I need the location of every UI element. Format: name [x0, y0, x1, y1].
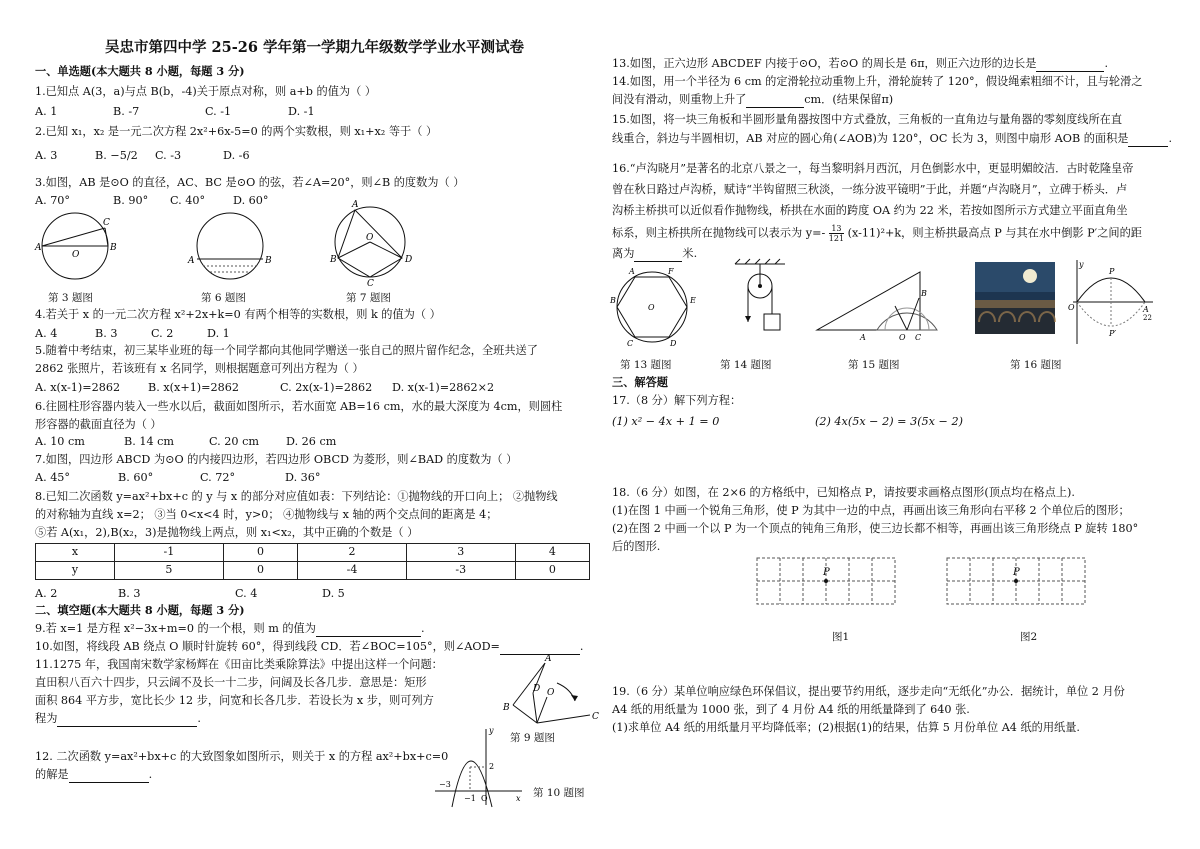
caption-fig15: 第 15 题图	[848, 359, 900, 371]
q17-part2: (2) 4x(5x − 2) = 3(5x − 2)	[815, 415, 963, 428]
q7-opt-c: C. 72°	[200, 471, 236, 484]
svg-text:y: y	[1079, 260, 1084, 269]
svg-text:−1: −1	[464, 794, 476, 803]
fraction-numerator: 13	[829, 224, 844, 234]
svg-text:B: B	[503, 703, 510, 713]
q1-stem: 1.已知点 A(3，a)与点 B(b，-4)关于原点对称，则 a+b 的值为（ ）	[35, 85, 377, 98]
q1-opt-c: C. -1	[205, 105, 232, 118]
table-cell: x	[36, 544, 115, 562]
q3-stem: 3.如图，AB 是⊙O 的直径，AC、BC 是⊙O 的弦，若∠A=20°，则∠B 的度数为（ ）	[35, 176, 465, 189]
q15-answer-blank[interactable]	[1128, 131, 1168, 147]
q15-text: 线重合，斜边与半圆相切，AB 对应的圆心角(∠AOB)为 120°，OC 长为 3，则图中扇形 AOB 的面积是	[612, 132, 1129, 145]
q5-line1: 5.随着中考结束，初三某毕业班的每一个同学都向其他同学赠送一张自己的照片留作纪念，全班共送了	[35, 344, 538, 357]
caption-fig9: 第 9 题图	[510, 732, 555, 744]
q19-line2: A4 纸的用纸量为 1000 张，到了 4 月份 A4 纸的用纸量降到了 640 张.	[612, 703, 970, 716]
table-cell: 0	[223, 562, 297, 580]
table-cell: -1	[115, 544, 224, 562]
q13-answer-blank[interactable]	[1036, 56, 1104, 72]
svg-text:A: A	[1143, 305, 1149, 314]
svg-text:C: C	[103, 218, 110, 228]
figure-q16-bridge-photo	[975, 262, 1055, 334]
q4-opt-a: A. 4	[35, 327, 58, 340]
q8-opt-b: B. 3	[118, 587, 141, 600]
svg-text:C: C	[627, 339, 634, 348]
q8-line2: 的对称轴为直线 x=2； ③当 0<x<4 时，y>0； ④抛物线与 x 轴的两个交点间的距离是 4；	[35, 508, 498, 521]
table-row-y	[36, 562, 590, 580]
caption-fig13: 第 13 题图	[620, 359, 672, 371]
fraction-denominator: 121	[828, 234, 845, 243]
q14-line1: 14.如图，用一个半径为 6 cm 的定滑轮拉动重物上升，滑轮旋转了 120°，假设绳索粗细不计，且与轮滑之	[612, 75, 1143, 88]
figure-q10-parabola	[430, 725, 525, 810]
caption-fig16: 第 16 题图	[1010, 359, 1062, 371]
q5-opt-b: B. x(x+1)=2862	[148, 381, 240, 394]
svg-text:A: A	[352, 200, 359, 210]
svg-text:22: 22	[1143, 314, 1152, 322]
svg-text:O: O	[547, 688, 555, 698]
svg-text:B: B	[921, 289, 927, 298]
q6-opt-b: B. 14 cm	[124, 435, 174, 448]
q13-text: 13.如图，正六边形 ABCDEF 内接于⊙O，若⊙O 的周长是 6π，则正六边形的边长是	[612, 57, 1037, 70]
q6-opt-c: C. 20 cm	[209, 435, 259, 448]
q5-opt-a: A. x(x-1)=2862	[35, 381, 121, 394]
q5-line2: 2862 张照片，若该班有 x 名同学，则根据题意可列出方程为（ ）	[35, 362, 364, 375]
q7-opt-d: D. 36°	[285, 471, 321, 484]
q9-stem: 9.若 x=1 是方程 x²−3x+m=0 的一个根，则 m 的值为 .	[35, 621, 425, 637]
caption-fig10: 第 10 题图	[533, 787, 585, 799]
svg-text:D: D	[670, 339, 677, 348]
figure-q6-cylinder	[185, 213, 275, 283]
q18-line4: 后的图形.	[612, 540, 661, 553]
q11-text: 程为	[35, 712, 58, 725]
q18-line2: (1)在图 1 中画一个锐角三角形，使 P 为其中一边的中点，再画出该三角形向右平移 2 个单位后的图形；	[612, 504, 1130, 517]
q15-line2	[612, 131, 1172, 147]
q8-line3: ⑤若 A(x₁，2),B(x₂，3)是抛物线上两点，则 x₁<x₂，其中正确的个数是（ ）	[35, 526, 419, 539]
q2-opt-c: C. -3	[155, 149, 182, 162]
svg-text:O: O	[899, 333, 906, 342]
svg-text:E: E	[690, 296, 696, 305]
section-fill-blank: 二、填空题(本大题共 8 小题，每题 3 分)	[35, 603, 245, 617]
exam-title: 吴忠市第四中学 25-26 学年第一学期九年级数学学业水平测试卷	[105, 39, 524, 56]
q16-line4	[612, 224, 1142, 243]
q17-part1: (1) x² − 4x + 1 = 0	[612, 415, 720, 428]
q14-line2	[612, 92, 893, 108]
q10-stem: 10.如图，将线段 AB 绕点 O 顺时针旋转 60°，得到线段 CD．若∠BOC=105°，则∠AOD= .	[35, 639, 583, 655]
q18-grid2-p-label: P	[1013, 567, 1020, 578]
q15-text-tail: .	[1168, 132, 1173, 145]
caption-grid1: 图1	[832, 631, 850, 643]
svg-text:O: O	[648, 303, 655, 312]
q7-opt-b: B. 60°	[118, 471, 154, 484]
q7-opt-a: A. 45°	[35, 471, 71, 484]
table-row-x	[36, 544, 590, 562]
table-cell: 3	[406, 544, 515, 562]
q16-line5	[612, 246, 697, 262]
svg-text:A: A	[545, 654, 552, 664]
svg-text:P: P	[1109, 267, 1115, 276]
section-solve: 三、解答题	[612, 375, 668, 389]
q15-line1: 15.如图，将一块三角板和半圆形量角器按图中方式叠放，三角板的一直角边与量角器的零刻度线所在直	[612, 113, 1123, 126]
q2-opt-d: D. -6	[223, 149, 250, 162]
q12-text: 的解是	[35, 768, 69, 781]
svg-text:O: O	[1068, 303, 1075, 312]
caption-fig14: 第 14 题图	[720, 359, 772, 371]
figure-q3-circle	[35, 213, 125, 283]
table-cell: -4	[298, 562, 407, 580]
q3-opt-c: C. 40°	[170, 194, 206, 207]
q16-text: 标系，则主桥拱所在抛物线可以表示为 y=-	[612, 226, 826, 240]
svg-text:A: A	[629, 267, 635, 276]
svg-text:A: A	[860, 333, 866, 342]
q9-answer-blank[interactable]	[316, 621, 421, 637]
q13-stem: 13.如图，正六边形 ABCDEF 内接于⊙O，若⊙O 的周长是 6π，则正六边形的边长是 .	[612, 56, 1108, 72]
q3-opt-b: B. 90°	[113, 194, 149, 207]
q16-text-tail: (x-11)²+k，则主桥拱最高点 P 与其在水中倒影 P′之间的距	[847, 226, 1142, 240]
q5-opt-d: D. x(x-1)=2862×2	[392, 381, 495, 394]
q1-opt-b: B. -7	[113, 105, 140, 118]
table-cell: 4	[515, 544, 589, 562]
svg-text:y: y	[489, 726, 494, 735]
q16-text-2-tail: 米.	[682, 247, 698, 260]
q4-opt-d: D. 1	[207, 327, 230, 340]
svg-text:O: O	[481, 794, 488, 803]
q19-line3: (1)求单位 A4 纸的用纸量月平均降低率；(2)根据(1)的结果，估算 5 月份单位 A4 纸的用纸量.	[612, 721, 1080, 734]
q3-opt-d: D. 60°	[233, 194, 269, 207]
q10-answer-blank[interactable]	[500, 639, 580, 655]
q6-opt-a: A. 10 cm	[35, 435, 85, 448]
svg-text:B: B	[110, 243, 117, 253]
q18-line3: (2)在图 2 中画一个以 P 为一个顶点的钝角三角形，使三边长都不相等，再画出该三角形绕点 P 旋转 180°	[612, 522, 1139, 535]
q2-opt-b: B. −5/2	[95, 149, 138, 162]
q8-opt-a: A. 2	[35, 587, 58, 600]
q12-line2: 的解是 .	[35, 767, 152, 783]
section-single-choice: 一、单选题(本大题共 8 小题，每题 3 分)	[35, 64, 245, 78]
q11-line1: 11.1275 年，我国南宋数学家杨辉在《田亩比类乘除算法》中提出这样一个问题：	[35, 658, 443, 671]
q18-grid1-p-label: P	[823, 567, 830, 578]
q4-stem: 4.若关于 x 的一元二次方程 x²+2x+k=0 有两个相等的实数根，则 k 的值为（ ）	[35, 308, 441, 321]
q18-line1: 18.（6 分）如图，在 2×6 的方格纸中，已知格点 P，请按要求画格点图形(顶点均在格点上).	[612, 486, 1075, 499]
q8-opt-d: D. 5	[322, 587, 345, 600]
q18-grid-2[interactable]	[945, 556, 1095, 611]
svg-text:A: A	[35, 243, 42, 253]
q14-answer-blank[interactable]	[746, 92, 804, 108]
q16-line1: 16.“卢沟晓月”是著名的北京八景之一，每当黎明斜月西沉，月色倒影水中，更显明媚皎洁．古时乾隆皇帝	[612, 162, 1134, 175]
table-cell: 0	[515, 562, 589, 580]
figure-q9-rotation	[485, 654, 599, 735]
q11-answer-blank[interactable]	[57, 711, 197, 727]
figure-q15-triangle-protractor	[815, 268, 940, 343]
svg-text:C: C	[915, 333, 922, 342]
caption-fig6: 第 6 题图	[201, 292, 246, 304]
q5-opt-c: C. 2x(x-1)=2862	[280, 381, 373, 394]
caption-fig3: 第 3 题图	[48, 292, 93, 304]
table-cell: 0	[223, 544, 297, 562]
svg-text:C: C	[367, 279, 374, 289]
svg-text:B: B	[265, 256, 272, 266]
svg-text:P′: P′	[1109, 329, 1117, 338]
q3-opt-a: A. 70°	[35, 194, 71, 207]
q4-opt-b: B. 3	[95, 327, 118, 340]
q16-answer-blank[interactable]	[634, 246, 682, 262]
q6-opt-d: D. 26 cm	[286, 435, 337, 448]
table-cell: 2	[298, 544, 407, 562]
q9-text: 9.若 x=1 是方程 x²−3x+m=0 的一个根，则 m 的值为	[35, 622, 316, 635]
q8-opt-c: C. 4	[235, 587, 258, 600]
q8-value-table	[35, 543, 590, 580]
q14-text: 间没有滑动，则重物上升了	[612, 93, 747, 106]
table-cell: y	[36, 562, 115, 580]
figure-q16-coordinate-parabola	[1065, 258, 1155, 346]
q16-line3: 沟桥主桥拱可以近似看作抛物线，桥拱在水面的跨度 OA 约为 22 米，若按如图所示方式建立平面直角坐	[612, 204, 1128, 217]
q17-stem: 17.（8 分）解下列方程：	[612, 394, 742, 407]
figure-q14-pulley	[730, 262, 790, 344]
q4-opt-c: C. 2	[151, 327, 174, 340]
q16-text-2: 离为	[612, 247, 635, 260]
q10-text: 10.如图，将线段 AB 绕点 O 顺时针旋转 60°，得到线段 CD．若∠BOC=105°，则∠AOD=	[35, 640, 500, 653]
svg-text:D: D	[405, 255, 413, 265]
svg-text:C: C	[592, 712, 599, 722]
q6-line1: 6.往圆柱形容器内装入一些水以后，截面如图所示，若水面宽 AB=16 cm，水的最大深度为 4cm，则圆柱	[35, 400, 563, 413]
q7-stem: 7.如图，四边形 ABCD 为⊙O 的内接四边形，若四边形 OBCD 为菱形，则∠BAD 的度数为（ ）	[35, 453, 518, 466]
svg-text:2: 2	[489, 762, 495, 771]
svg-text:O: O	[366, 233, 374, 243]
q12-line1: 12. 二次函数 y=ax²+bx+c 的大致图象如图所示，则关于 x 的方程 ax²+bx+c=0	[35, 750, 449, 763]
q12-answer-blank[interactable]	[69, 767, 149, 783]
q1-opt-d: D. -1	[288, 105, 315, 118]
q2-stem: 2.已知 x₁，x₂ 是一元二次方程 2x²+6x-5=0 的两个实数根，则 x₁+x₂ 等于（ ）	[35, 125, 438, 138]
table-cell: -3	[406, 562, 515, 580]
q18-grid-1[interactable]	[755, 556, 905, 611]
caption-fig7: 第 7 题图	[346, 292, 391, 304]
svg-text:B: B	[330, 255, 337, 265]
svg-text:−3: −3	[439, 780, 451, 789]
q2-opt-a: A. 3	[35, 149, 58, 162]
svg-text:O: O	[72, 250, 80, 260]
svg-text:x: x	[516, 794, 521, 803]
svg-text:B: B	[610, 296, 616, 305]
q1-opt-a: A. 1	[35, 105, 58, 118]
q19-line1: 19.（6 分）某单位响应绿色环保倡议，提出要节约用纸，逐步走向“无纸化”办公．据统计，单位 2 月份	[612, 685, 1125, 698]
table-cell: 5	[115, 562, 224, 580]
q11-line2: 直田积八百六十四步，只云阔不及长一十二步，问阔及长各几步．意思是：矩形	[35, 676, 427, 689]
svg-text:A: A	[188, 256, 195, 266]
q11-line4: 程为 .	[35, 711, 201, 727]
q16-line2: 曾在秋日路过卢沟桥，赋诗“半钩留照三秋淡，一练分波平镜明”于此，并题“卢沟晓月”，立碑于桥头．卢	[612, 183, 1128, 196]
svg-text:F: F	[668, 267, 674, 276]
q6-line2: 形容器的截面直径为（ ）	[35, 418, 162, 431]
svg-text:D: D	[533, 684, 541, 694]
caption-grid2: 图2	[1020, 631, 1038, 643]
figure-q13-hexagon	[610, 265, 700, 347]
q16-fraction	[829, 224, 844, 243]
q14-text-tail: cm．(结果保留π)	[804, 93, 894, 106]
q11-line3: 面积 864 平方步，宽比长少 12 步，问宽和长各几步．若设长为 x 步，则可列方	[35, 694, 434, 707]
figure-q7-inscribed-quadrilateral	[330, 200, 420, 289]
q8-line1: 8.已知二次函数 y=ax²+bx+c 的 y 与 x 的部分对应值如表：下列结论：①抛物线的开口向上； ②抛物线	[35, 490, 558, 503]
